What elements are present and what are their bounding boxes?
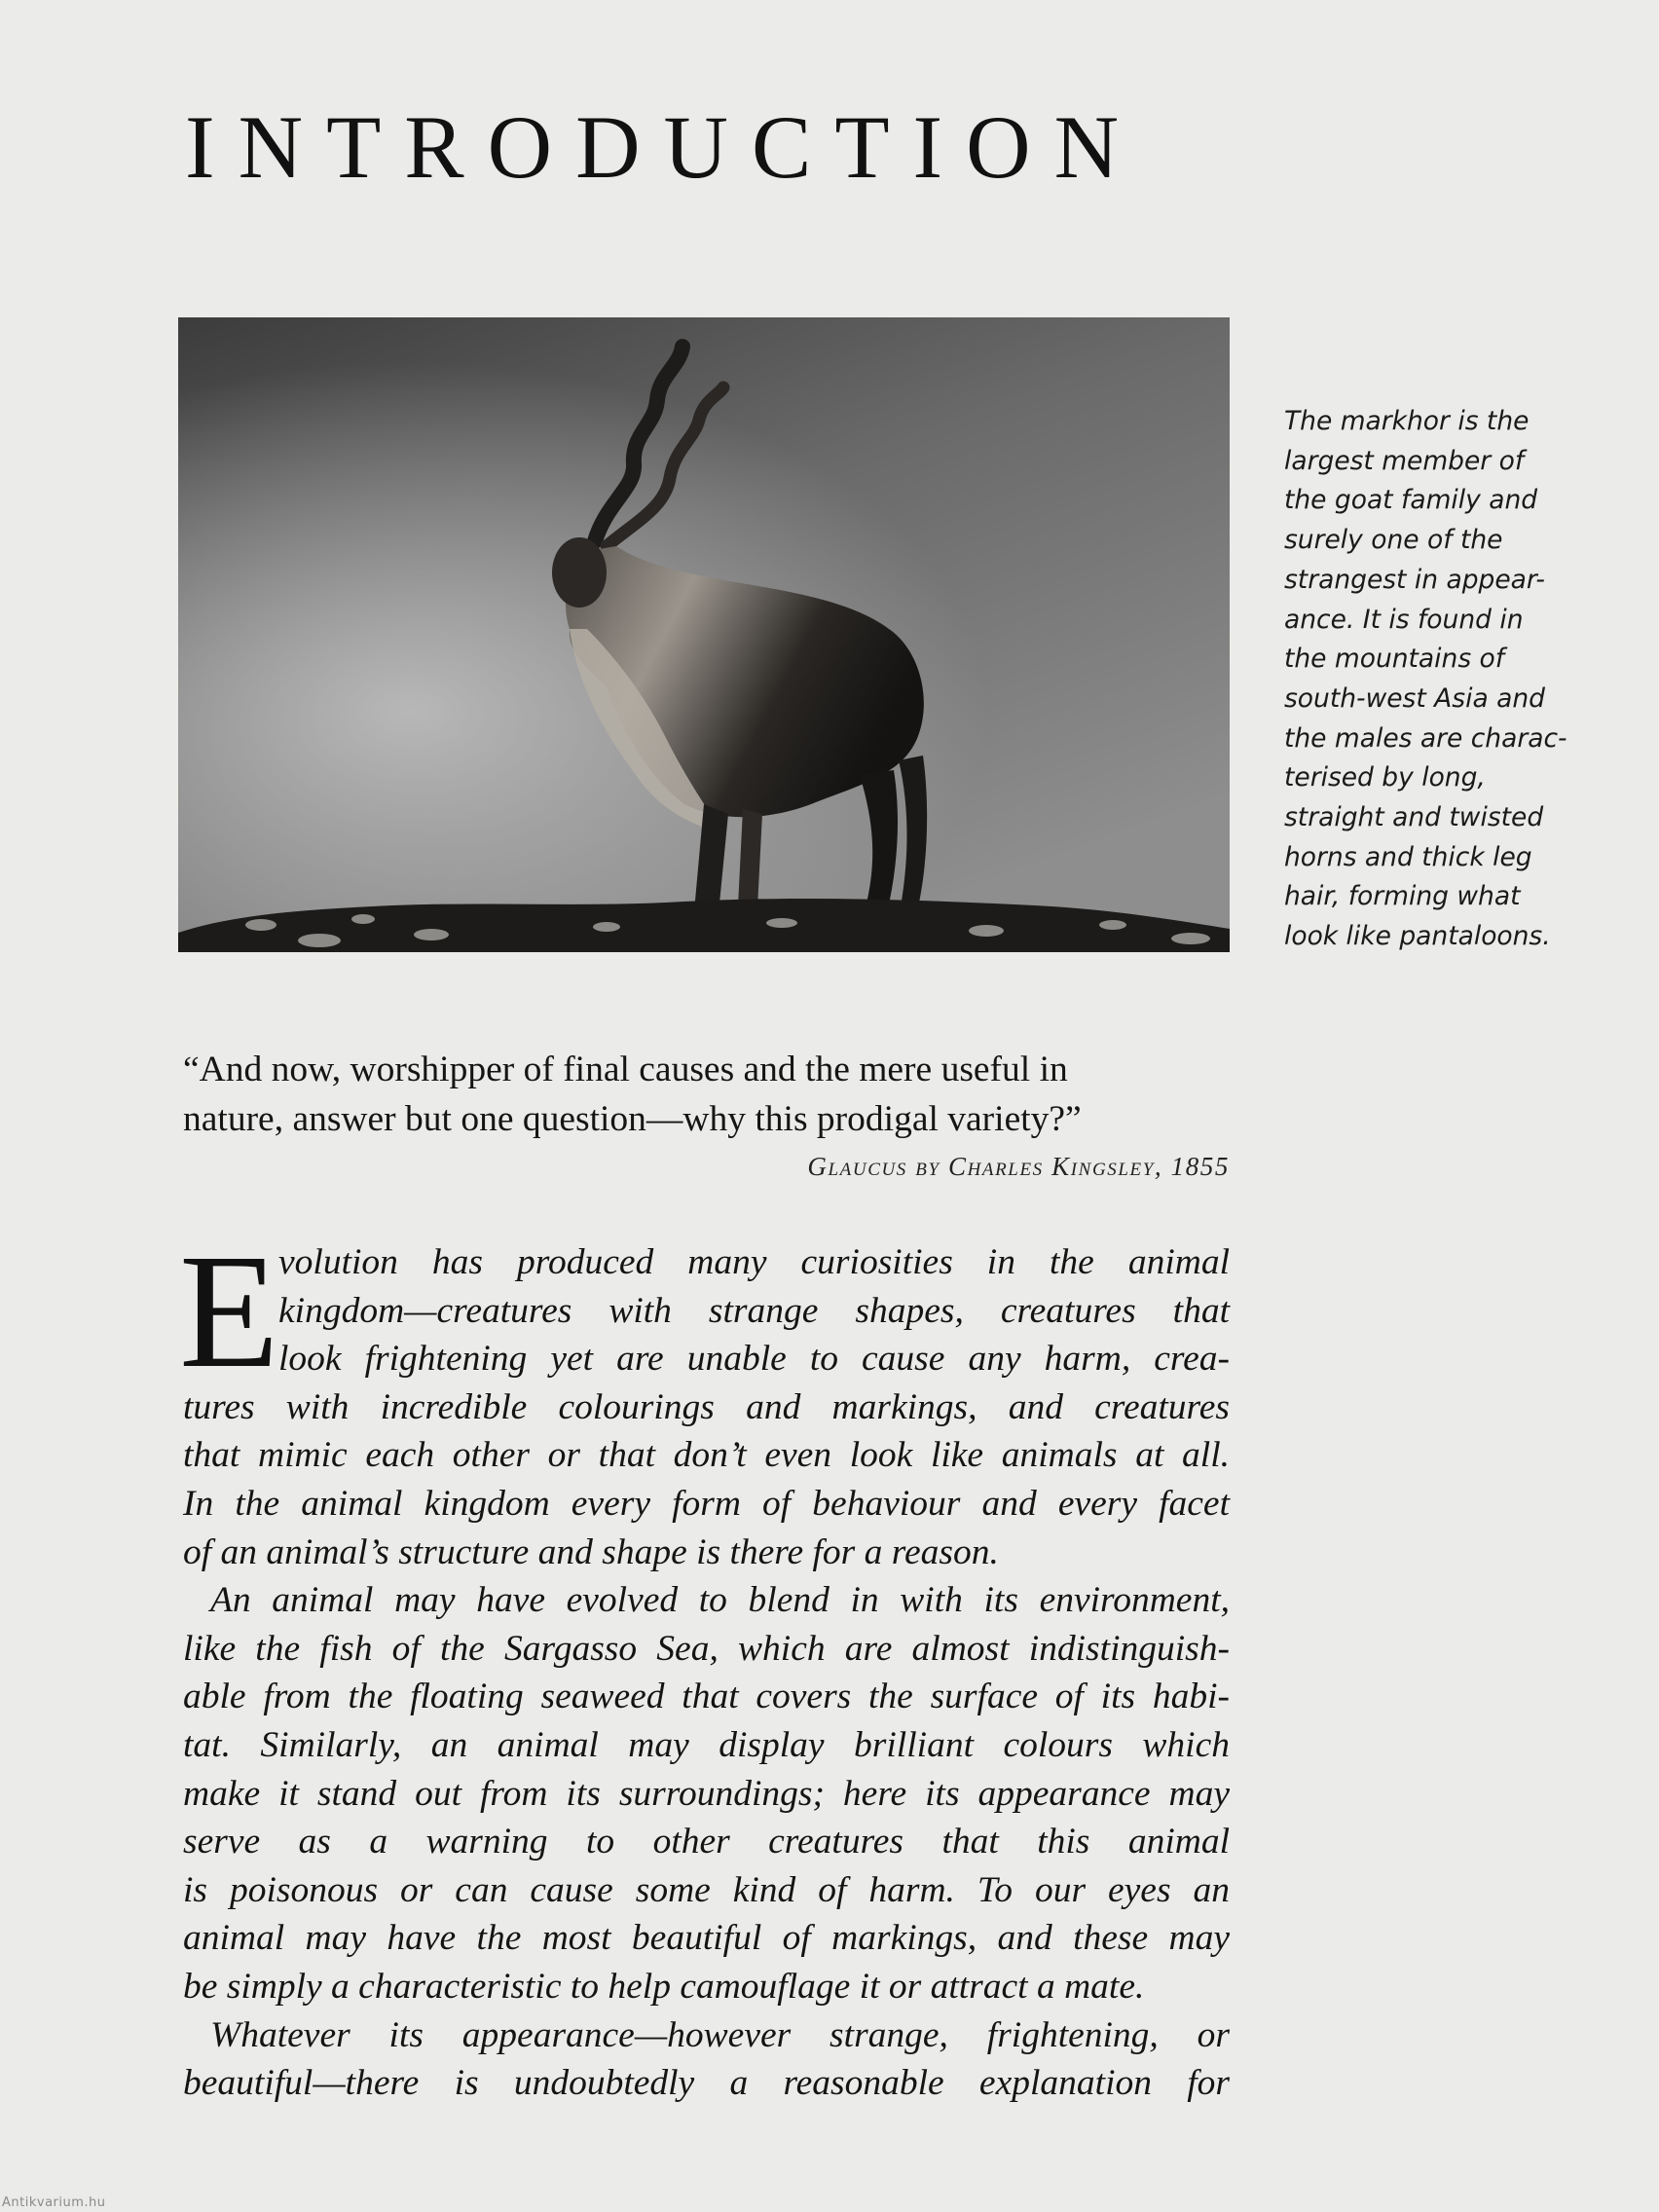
epigraph-attribution: Glaucus by Charles Kingsley, 1855 bbox=[807, 1152, 1230, 1181]
caption-line: largest member of bbox=[1284, 445, 1525, 476]
caption-line: the males are charac- bbox=[1284, 722, 1567, 754]
body-line: In the animal kingdom every form of behaviour and every facet bbox=[183, 1483, 1230, 1524]
body-line: like the fish of the Sargasso Sea, which are almost indistinguish- bbox=[183, 1628, 1230, 1669]
epigraph-line: nature, answer but one question—why this prodigal variety?” bbox=[183, 1099, 1082, 1139]
body-line: Whatever its appearance—however strange, frightening, or bbox=[210, 2014, 1230, 2055]
body-line: able from the floating seaweed that covers the surface of its habi- bbox=[183, 1677, 1230, 1717]
body-line: be simply a characteristic to help camouflage it or attract a mate. bbox=[183, 1966, 1145, 2007]
body-line: An animal may have evolved to blend in with its environment, bbox=[210, 1580, 1230, 1621]
caption-line: strangest in appear- bbox=[1284, 564, 1545, 595]
caption-line: look like pantaloons. bbox=[1284, 921, 1551, 952]
caption-line: ance. It is found in bbox=[1284, 604, 1524, 635]
drop-cap: E bbox=[179, 1221, 279, 1402]
markhor-illustration bbox=[178, 317, 1230, 952]
caption-line: surely one of the bbox=[1284, 525, 1503, 556]
epigraph bbox=[183, 1045, 1230, 1182]
body-line: serve as a warning to other creatures that this animal bbox=[183, 1822, 1230, 1862]
caption-line: terised by long, bbox=[1284, 762, 1486, 793]
watermark: Antikvarium.hu bbox=[2, 2195, 106, 2210]
epigraph-line: “And now, worshipper of final causes and the mere useful in bbox=[183, 1050, 1068, 1089]
caption-line: the goat family and bbox=[1284, 485, 1538, 516]
page-title: INTRODUCTION bbox=[185, 97, 1143, 197]
caption-line: hair, forming what bbox=[1284, 881, 1521, 912]
photo-caption bbox=[1284, 402, 1576, 957]
body-line: volution has produced many curiosities in the animal bbox=[278, 1242, 1230, 1282]
caption-line: The markhor is the bbox=[1284, 406, 1530, 436]
body-text bbox=[179, 1221, 1230, 2108]
body-line: make it stand out from its surroundings; here its appearance may bbox=[183, 1773, 1230, 1814]
markhor-photo bbox=[178, 317, 1230, 952]
caption-line: straight and twisted bbox=[1284, 802, 1544, 833]
body-line: kingdom—creatures with strange shapes, creatures that bbox=[278, 1290, 1230, 1331]
body-line: beautiful—there is undoubtedly a reasonable explanation for bbox=[183, 2063, 1230, 2104]
body-line: that mimic each other or that don’t even look like animals at all. bbox=[183, 1435, 1230, 1476]
body-line: of an animal’s structure and shape is there for a reason. bbox=[183, 1531, 999, 1572]
caption-line: the mountains of bbox=[1284, 644, 1505, 675]
body-line: tures with incredible colourings and markings, and creatures bbox=[183, 1386, 1230, 1427]
caption-line: horns and thick leg bbox=[1284, 841, 1532, 872]
body-line: look frightening yet are unable to cause any harm, crea- bbox=[278, 1339, 1230, 1380]
body-line: is poisonous or can cause some kind of harm. To our eyes an bbox=[183, 1869, 1230, 1910]
body-line: tat. Similarly, an animal may display brilliant colours which bbox=[183, 1724, 1230, 1765]
body-line: animal may have the most beautiful of markings, and these may bbox=[183, 1918, 1230, 1959]
caption-line: south-west Asia and bbox=[1284, 682, 1545, 714]
